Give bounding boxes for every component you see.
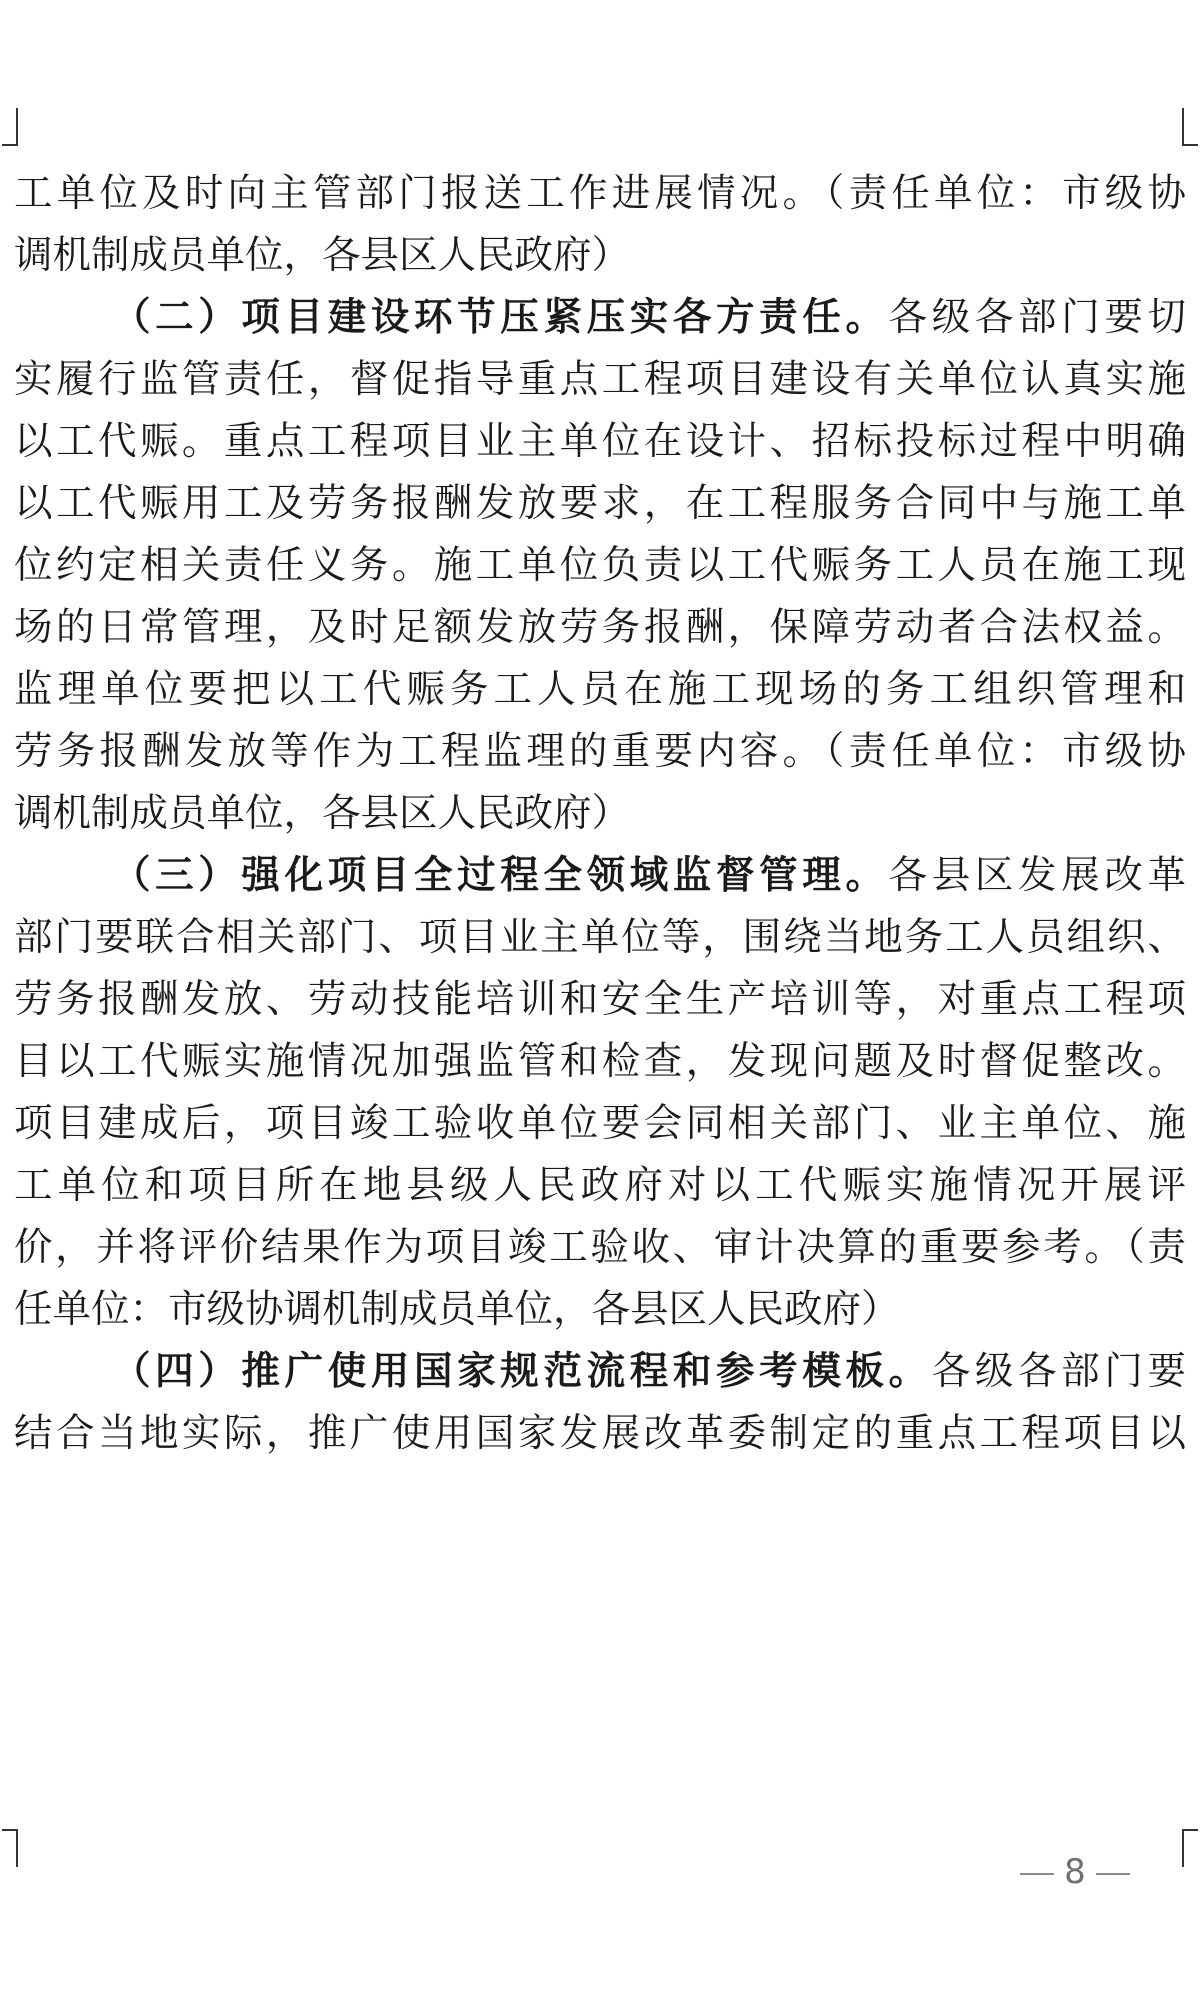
section-heading-3: （三）强化项目全过程全领域监督管理。 xyxy=(112,853,889,898)
section-heading-line: （四）推广使用国家规范流程和参考模板。各级各部门要 xyxy=(112,1349,1186,1394)
page-number-dash-right xyxy=(1096,1873,1130,1875)
text-line: 任单位：市级协调机制成员单位，各县区人民政府） xyxy=(14,1287,900,1332)
text-line: 位约定相关责任义务。施工单位负责以工代赈务工人员在施工现 xyxy=(14,543,1186,588)
page-number: 8 xyxy=(1064,1852,1086,1892)
text-line: 劳务报酬发放等作为工程监理的重要内容。（责任单位：市级协 xyxy=(14,729,1186,774)
crop-mark-top-left xyxy=(2,108,18,146)
text-line: 场的日常管理，及时足额发放劳务报酬，保障劳动者合法权益。 xyxy=(14,605,1186,650)
section-heading-line: （三）强化项目全过程全领域监督管理。各县区发展改革 xyxy=(112,853,1186,898)
text-line: 工单位和项目所在地县级人民政府对以工代赈实施情况开展评 xyxy=(14,1163,1186,1208)
text-line: 实履行监管责任，督促指导重点工程项目建设有关单位认真实施 xyxy=(14,357,1186,402)
text-line: 结合当地实际，推广使用国家发展改革委制定的重点工程项目以 xyxy=(14,1411,1186,1456)
text-line: 监理单位要把以工代赈务工人员在施工现场的务工组织管理和 xyxy=(14,667,1186,712)
text-line: 目以工代赈实施情况加强监管和检查，发现问题及时督促整改。 xyxy=(14,1039,1186,1084)
text-line: 价，并将评价结果作为项目竣工验收、审计决算的重要参考。（责 xyxy=(14,1225,1186,1270)
text-line: 以工代赈用工及劳务报酬发放要求，在工程服务合同中与施工单 xyxy=(14,481,1186,526)
text-line: 项目建成后，项目竣工验收单位要会同相关部门、业主单位、施 xyxy=(14,1101,1186,1146)
text-line: 工单位及时向主管部门报送工作进展情况。（责任单位：市级协 xyxy=(14,171,1186,216)
text-line: 劳务报酬发放、劳动技能培训和安全生产培训等，对重点工程项 xyxy=(14,977,1186,1022)
text-line: 以工代赈。重点工程项目业主单位在设计、招标投标过程中明确 xyxy=(14,419,1186,464)
text-line: 调机制成员单位，各县区人民政府） xyxy=(14,233,631,278)
crop-mark-bottom-right xyxy=(1182,1829,1198,1867)
section-heading-line: （二）项目建设环节压紧压实各方责任。各级各部门要切 xyxy=(112,295,1186,340)
page-footer xyxy=(1000,1850,1150,1894)
crop-mark-bottom-left xyxy=(2,1829,18,1867)
crop-mark-top-right xyxy=(1182,108,1198,146)
page-number-dash-left xyxy=(1020,1873,1054,1875)
text-line: 调机制成员单位，各县区人民政府） xyxy=(14,791,631,836)
section-heading-4: （四）推广使用国家规范流程和参考模板。 xyxy=(112,1349,932,1394)
text-line: 部门要联合相关部门、项目业主单位等，围绕当地务工人员组织、 xyxy=(14,915,1186,960)
section-heading-2: （二）项目建设环节压紧压实各方责任。 xyxy=(112,295,889,340)
